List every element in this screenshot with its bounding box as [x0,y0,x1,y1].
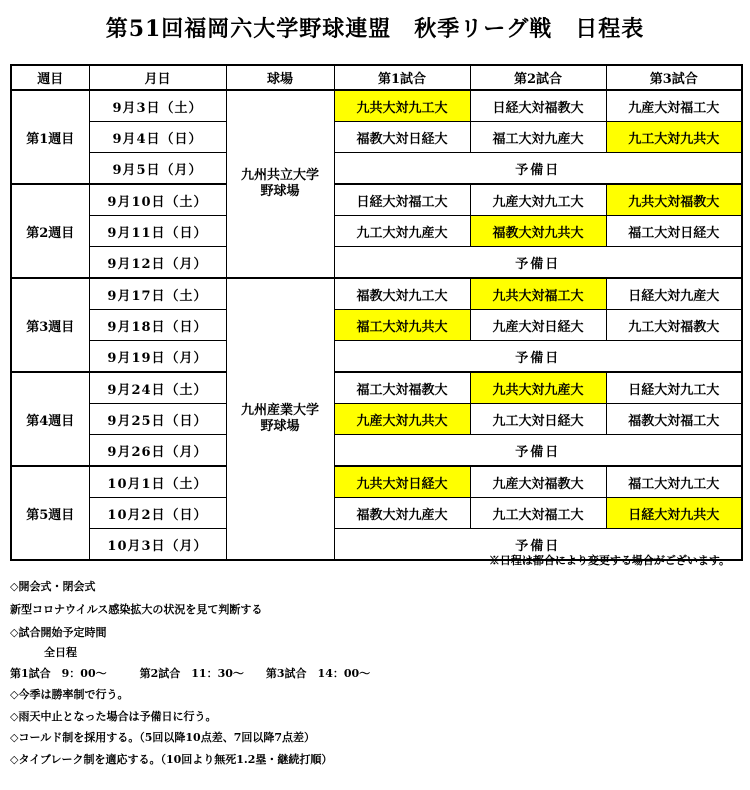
game-cell: 福工大対福教大 [334,372,470,404]
reserve-day-cell: 予備日 [334,247,742,279]
game-cell: 福教大対九産大 [334,498,470,529]
header-game-2: 第2試合 [470,65,606,90]
week-label: 第4週目 [11,372,89,466]
info-line: ◇開会式・閉会式 [10,580,96,593]
info-line: ◇雨天中止となった場合は予備日に行う。 [10,710,217,723]
table-row [11,435,742,467]
header-venue: 球場 [226,65,334,90]
table-row [11,247,742,279]
date-cell: 9月26日（月） [89,435,226,467]
header-game-3: 第3試合 [606,65,742,90]
table-row [11,372,742,404]
table-row [11,310,742,341]
game-cell: 福教大対日経大 [334,122,470,153]
reserve-day-cell: 予備日 [334,153,742,185]
header-game-1: 第1試合 [334,65,470,90]
info-line: ◇コールド制を採用する。（5回以降10点差、7回以降7点差） [10,731,316,744]
game-cell: 九産大対九共大 [334,404,470,435]
game-cell: 福工大対九工大 [606,466,742,498]
info-line: ◇今季は勝率制で行う。 [10,688,129,701]
date-cell: 9月10日（土） [89,184,226,216]
table-row [11,216,742,247]
game-cell: 福教大対九工大 [334,278,470,310]
game-cell: 九産大対日経大 [470,310,606,341]
table-row [11,498,742,529]
table-row [11,341,742,373]
table-row [11,184,742,216]
game-cell: 日経大対九共大 [606,498,742,529]
date-cell: 9月5日（月） [89,153,226,185]
week-label: 第1週目 [11,90,89,184]
game-cell: 九工大対福工大 [470,498,606,529]
week-label: 第3週目 [11,278,89,372]
table-row [11,466,742,498]
reserve-day-cell: 予備日 [334,341,742,373]
game-cell: 福工大対九産大 [470,122,606,153]
table-row [11,153,742,185]
date-cell: 10月3日（月） [89,529,226,561]
game-cell: 九工大対九産大 [334,216,470,247]
game-cell: 九共大対福教大 [606,184,742,216]
reserve-day-cell: 予備日 [334,529,742,561]
game-cell: 福工大対九共大 [334,310,470,341]
week-label: 第5週目 [11,466,89,560]
week-label: 第2週目 [11,184,89,278]
game-cell: 九産大対九工大 [470,184,606,216]
schedule-table [10,64,743,561]
table-row [11,404,742,435]
info-line: ◇タイブレーク制を適応する。（10回より無死1.2塁・継続打順） [10,753,333,766]
game-cell: 福教大対九共大 [470,216,606,247]
game-cell: 九共大対福工大 [470,278,606,310]
game-cell: 九産大対福工大 [606,90,742,122]
info-line: 第1試合 9：00～ 第2試合 11：30～ 第3試合 14：00～ [10,667,371,680]
info-line: 全日程 [44,646,77,659]
game-cell: 九共大対九工大 [334,90,470,122]
date-cell: 9月25日（日） [89,404,226,435]
game-cell: 九工大対日経大 [470,404,606,435]
info-line: ◇試合開始予定時間 [10,626,107,639]
game-cell: 九共大対九産大 [470,372,606,404]
date-cell: 9月3日（土） [89,90,226,122]
game-cell: 九共大対日経大 [334,466,470,498]
reserve-day-cell: 予備日 [334,435,742,467]
game-cell: 九産大対福教大 [470,466,606,498]
game-cell: 日経大対九工大 [606,372,742,404]
table-row [11,90,742,122]
header-week: 週目 [11,65,89,90]
header-date: 月日 [89,65,226,90]
game-cell: 九工大対福教大 [606,310,742,341]
game-cell: 九工大対九共大 [606,122,742,153]
venue-cell: 九州共立大学 野球場 [226,90,334,278]
info-line: 新型コロナウイルス感染拡大の状況を見て判断する [10,603,263,616]
date-cell: 9月17日（土） [89,278,226,310]
date-cell: 9月12日（月） [89,247,226,279]
game-cell: 日経大対福教大 [470,90,606,122]
game-cell: 福工大対日経大 [606,216,742,247]
page-title: 第51回福岡六大学野球連盟 秋季リーグ戦 日程表 [105,16,645,42]
date-cell: 9月24日（土） [89,372,226,404]
venue-cell: 九州産業大学 野球場 [226,278,334,560]
table-row [11,278,742,310]
game-cell: 日経大対福工大 [334,184,470,216]
game-cell: 日経大対九産大 [606,278,742,310]
table-row [11,122,742,153]
date-cell: 9月18日（日） [89,310,226,341]
date-cell: 9月19日（月） [89,341,226,373]
date-cell: 10月2日（日） [89,498,226,529]
date-cell: 10月1日（土） [89,466,226,498]
date-cell: 9月4日（日） [89,122,226,153]
date-cell: 9月11日（日） [89,216,226,247]
header-row [11,65,742,90]
schedule-note: ※日程は都合により変更する場合がございます。 [488,554,730,567]
game-cell: 福教大対福工大 [606,404,742,435]
